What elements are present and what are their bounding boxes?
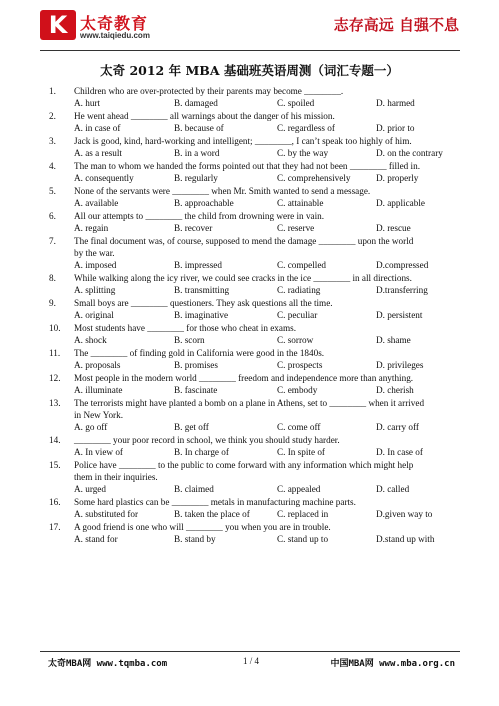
options-row xyxy=(49,421,461,434)
option-a: A. imposed xyxy=(74,260,117,270)
options-row xyxy=(49,147,461,160)
option-b: B. get off xyxy=(174,422,209,432)
question-number: 11. xyxy=(49,348,61,358)
question-number: 14. xyxy=(49,435,61,445)
question-number: 1. xyxy=(49,86,56,96)
page-number: 1 / 4 xyxy=(243,656,260,666)
option-a: A. splitting xyxy=(74,285,116,295)
question-item xyxy=(49,272,461,297)
question-item xyxy=(49,372,461,397)
question-item xyxy=(49,521,461,546)
option-b: B. taken the place of xyxy=(174,509,250,519)
question-item xyxy=(49,347,461,372)
option-b: B. claimed xyxy=(174,484,214,494)
options-row xyxy=(49,359,461,372)
options-row xyxy=(49,172,461,185)
question-line xyxy=(49,160,461,172)
option-a: A. In view of xyxy=(74,447,123,457)
option-c: C. by the way xyxy=(277,148,329,158)
options-row xyxy=(49,97,461,110)
logo-icon: K xyxy=(40,10,76,40)
page-footer xyxy=(0,656,499,670)
option-b: B. recover xyxy=(174,223,213,233)
options-row xyxy=(49,384,461,397)
question-text: ________ your poor record in school, we think you should study harder. xyxy=(74,435,340,445)
page-header xyxy=(0,0,499,50)
option-d: D. cherish xyxy=(376,385,414,395)
header-divider xyxy=(40,50,460,51)
question-continuation: them in their inquiries. xyxy=(74,472,158,482)
option-b: B. scorn xyxy=(174,335,205,345)
option-d: D. prior to xyxy=(376,123,415,133)
option-c: C. peculiar xyxy=(277,310,318,320)
logo-name: 太奇教育 xyxy=(80,14,149,33)
option-d: D. persistent xyxy=(376,310,423,320)
option-d: D. privileges xyxy=(376,360,424,370)
question-text: While walking along the icy river, we could see cracks in the ice ________ in all directions. xyxy=(74,273,412,283)
option-a: A. original xyxy=(74,310,114,320)
options-row xyxy=(49,222,461,235)
option-b: B. fascinate xyxy=(174,385,218,395)
footer-right-link[interactable]: 中国MBA网 www.mba.org.cn xyxy=(330,659,455,669)
options-row xyxy=(49,259,461,272)
question-number: 6. xyxy=(49,211,56,221)
question-line xyxy=(49,459,461,471)
option-b: B. because of xyxy=(174,123,224,133)
question-line xyxy=(49,135,461,147)
option-c: C. compelled xyxy=(277,260,326,270)
option-a: A. regain xyxy=(74,223,109,233)
option-d: D. rescue xyxy=(376,223,411,233)
question-line xyxy=(49,110,461,122)
options-row xyxy=(49,197,461,210)
question-text: Jack is good, kind, hard-working and intelligent; ________, I can’t speak too highly of him. xyxy=(74,136,412,146)
option-c: C. embody xyxy=(277,385,318,395)
question-line xyxy=(49,347,461,359)
footer-left-link[interactable]: 太奇MBA网 www.tqmba.com xyxy=(48,659,168,669)
question-item xyxy=(49,135,461,160)
option-a: A. urged xyxy=(74,484,106,494)
question-text: Small boys are ________ questioners. They ask questions all the time. xyxy=(74,298,333,308)
question-number: 3. xyxy=(49,136,56,146)
question-item xyxy=(49,297,461,322)
option-d: D. applicable xyxy=(376,198,425,208)
option-d: D. In case of xyxy=(376,447,423,457)
question-line xyxy=(49,297,461,309)
question-number: 15. xyxy=(49,460,61,470)
question-line xyxy=(49,521,461,533)
question-item xyxy=(49,160,461,185)
option-d: D.stand up with xyxy=(376,534,435,544)
option-a: A. proposals xyxy=(74,360,121,370)
option-d: D.transferring xyxy=(376,285,428,295)
question-list xyxy=(49,85,461,546)
option-d: D.compressed xyxy=(376,260,429,270)
question-number: 16. xyxy=(49,497,61,507)
question-text: Children who are over-protected by their parents may become ________. xyxy=(74,86,344,96)
question-number: 13. xyxy=(49,398,61,408)
page-title: 太奇 2012 年 MBA 基础班英语周测（词汇专题一） xyxy=(100,63,399,78)
option-a: A. as a result xyxy=(74,148,122,158)
question-number: 17. xyxy=(49,522,61,532)
options-row xyxy=(49,122,461,135)
question-line xyxy=(49,272,461,284)
options-row xyxy=(49,309,461,322)
option-c: C. replaced in xyxy=(277,509,329,519)
question-item xyxy=(49,85,461,110)
option-d: D. called xyxy=(376,484,410,494)
option-a: A. go off xyxy=(74,422,108,432)
option-c: C. spoiled xyxy=(277,98,315,108)
option-c: C. stand up to xyxy=(277,534,329,544)
options-row xyxy=(49,508,461,521)
question-continuation: by the war. xyxy=(74,248,115,258)
option-b: B. regularly xyxy=(174,173,218,183)
options-row xyxy=(49,334,461,347)
option-c: C. In spite of xyxy=(277,447,325,457)
question-line xyxy=(49,372,461,384)
footer-divider xyxy=(40,651,460,652)
option-c: C. reserve xyxy=(277,223,315,233)
question-item xyxy=(49,322,461,347)
question-item xyxy=(49,397,461,434)
option-d: D.given way to xyxy=(376,509,433,519)
question-item xyxy=(49,434,461,459)
options-row xyxy=(49,284,461,297)
options-row xyxy=(49,446,461,459)
question-text: A good friend is one who will ________ you when you are in trouble. xyxy=(74,522,331,532)
question-number: 8. xyxy=(49,273,56,283)
question-number: 4. xyxy=(49,161,56,171)
question-line xyxy=(49,397,461,409)
question-line xyxy=(49,322,461,334)
question-number: 5. xyxy=(49,186,56,196)
option-a: A. illuminate xyxy=(74,385,123,395)
question-line xyxy=(49,185,461,197)
option-b: B. imaginative xyxy=(174,310,229,320)
question-text: None of the servants were ________ when Mr. Smith wanted to send a message. xyxy=(74,186,371,196)
question-text: Most students have ________ for those who cheat in exams. xyxy=(74,323,296,333)
question-continuation: in New York. xyxy=(74,410,124,420)
question-text: The terrorists might have planted a bomb on a plane in Athens, set to ________ when it arrived xyxy=(74,398,425,408)
option-d: D. properly xyxy=(376,173,419,183)
option-d: D. shame xyxy=(376,335,411,345)
option-c: C. come off xyxy=(277,422,321,432)
option-b: B. impressed xyxy=(174,260,222,270)
option-b: B. approachable xyxy=(174,198,234,208)
question-text: All our attempts to ________ the child from drowning were in vain. xyxy=(74,211,325,221)
option-c: C. attainable xyxy=(277,198,324,208)
options-row xyxy=(49,483,461,496)
option-c: C. appealed xyxy=(277,484,321,494)
question-text: Most people in the modern world ________ freedom and independence more than anything. xyxy=(74,373,414,383)
option-a: A. shock xyxy=(74,335,107,345)
option-b: B. stand by xyxy=(174,534,216,544)
question-line xyxy=(49,85,461,97)
option-a: A. consequently xyxy=(74,173,134,183)
question-line xyxy=(49,434,461,446)
question-number: 10. xyxy=(49,323,61,333)
question-number: 9. xyxy=(49,298,56,308)
question-number: 2. xyxy=(49,111,56,121)
question-item xyxy=(49,185,461,210)
option-b: B. transmitting xyxy=(174,285,230,295)
option-c: C. regardless of xyxy=(277,123,335,133)
option-c: C. prospects xyxy=(277,360,323,370)
header-slogan: 志存高远 自强不息 xyxy=(333,16,459,34)
question-text: He went ahead ________ all warnings about the danger of his mission. xyxy=(74,111,335,121)
option-d: D. on the contrary xyxy=(376,148,443,158)
option-a: A. available xyxy=(74,198,119,208)
question-item xyxy=(49,459,461,496)
question-text: The man to whom we handed the forms pointed out that they had not been ________ filled in. xyxy=(74,161,420,171)
option-b: B. promises xyxy=(174,360,218,370)
option-b: B. in a word xyxy=(174,148,220,158)
question-item xyxy=(49,110,461,135)
option-c: C. comprehensively xyxy=(277,173,351,183)
option-c: C. sorrow xyxy=(277,335,314,345)
question-line xyxy=(49,235,461,247)
question-line xyxy=(49,210,461,222)
question-item xyxy=(49,235,461,272)
options-row xyxy=(49,533,461,546)
question-item xyxy=(49,496,461,521)
option-b: B. In charge of xyxy=(174,447,229,457)
question-number: 7. xyxy=(49,236,56,246)
option-a: A. stand for xyxy=(74,534,118,544)
option-a: A. substituted for xyxy=(74,509,139,519)
question-text: Some hard plastics can be ________ metals in manufacturing machine parts. xyxy=(74,497,356,507)
option-a: A. in case of xyxy=(74,123,121,133)
option-d: D. harmed xyxy=(376,98,415,108)
logo-url: www.taiqiedu.com xyxy=(80,31,150,40)
option-b: B. damaged xyxy=(174,98,218,108)
option-d: D. carry off xyxy=(376,422,419,432)
question-line xyxy=(49,496,461,508)
option-c: C. radiating xyxy=(277,285,321,295)
question-item xyxy=(49,210,461,235)
question-text: The ________ of finding gold in California were good in the 1840s. xyxy=(74,348,325,358)
question-text: Police have ________ to the public to come forward with any information which might help xyxy=(74,460,414,470)
question-number: 12. xyxy=(49,373,61,383)
option-a: A. hurt xyxy=(74,98,101,108)
question-text: The final document was, of course, supposed to mend the damage ________ upon the world xyxy=(74,236,414,246)
